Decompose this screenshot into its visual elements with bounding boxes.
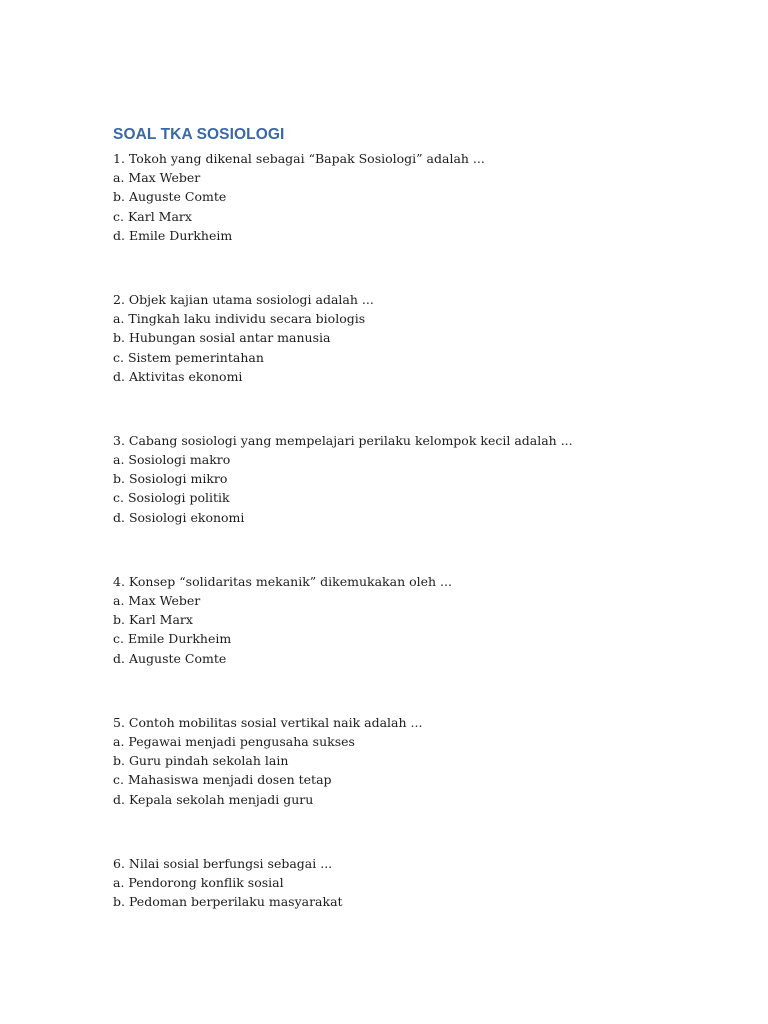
question-1 <box>113 149 733 245</box>
question-list <box>113 149 733 956</box>
answer-option-c: c. Mahasiswa menjadi dosen tetap <box>113 772 332 788</box>
answer-option-a: a. Sosiologi makro <box>113 452 231 468</box>
document-title: SOAL TKA SOSIOLOGI <box>113 126 285 143</box>
question-2 <box>113 290 733 386</box>
answer-option-d: d. Kepala sekolah menjadi guru <box>113 791 314 807</box>
answer-option-d: d. Aktivitas ekonomi <box>113 368 243 384</box>
question-prompt: 2. Objek kajian utama sosiologi adalah ... <box>113 291 374 307</box>
question-3 <box>113 431 733 527</box>
answer-option-c: c. Emile Durkheim <box>113 631 232 647</box>
question-prompt: 5. Contoh mobilitas sosial vertikal naik adalah ... <box>113 714 423 730</box>
answer-option-c: c. Karl Marx <box>113 208 192 224</box>
answer-option-b: b. Pedoman berperilaku masyarakat <box>113 894 343 910</box>
question-5 <box>113 713 733 809</box>
answer-option-a: a. Pegawai menjadi pengusaha sukses <box>113 733 355 749</box>
question-6 <box>113 854 733 912</box>
answer-option-a: a. Pendorong konflik sosial <box>113 874 284 890</box>
answer-option-b: b. Karl Marx <box>113 612 193 628</box>
question-prompt: 4. Konsep “solidaritas mekanik” dikemukakan oleh ... <box>113 573 452 589</box>
answer-option-b: b. Sosiologi mikro <box>113 471 228 487</box>
answer-option-c: c. Sistem pemerintahan <box>113 349 264 365</box>
question-prompt: 1. Tokoh yang dikenal sebagai “Bapak Sosiologi” adalah ... <box>113 151 485 166</box>
question-prompt: 3. Cabang sosiologi yang mempelajari perilaku kelompok kecil adalah ... <box>113 432 573 448</box>
answer-option-a: a. Tingkah laku individu secara biologis <box>113 311 366 327</box>
answer-option-b: b. Hubungan sosial antar manusia <box>113 330 331 346</box>
question-4 <box>113 572 733 668</box>
answer-option-a: a. Max Weber <box>113 170 201 186</box>
answer-option-b: b. Guru pindah sekolah lain <box>113 753 289 769</box>
question-prompt: 6. Nilai sosial berfungsi sebagai ... <box>113 855 333 871</box>
answer-option-d: d. Emile Durkheim <box>113 227 233 243</box>
answer-option-a: a. Max Weber <box>113 593 201 608</box>
answer-option-b: b. Auguste Comte <box>113 189 227 205</box>
answer-option-c: c. Sosiologi politik <box>113 490 230 506</box>
answer-option-d: d. Auguste Comte <box>113 650 227 666</box>
answer-option-d: d. Sosiologi ekonomi <box>113 509 245 525</box>
